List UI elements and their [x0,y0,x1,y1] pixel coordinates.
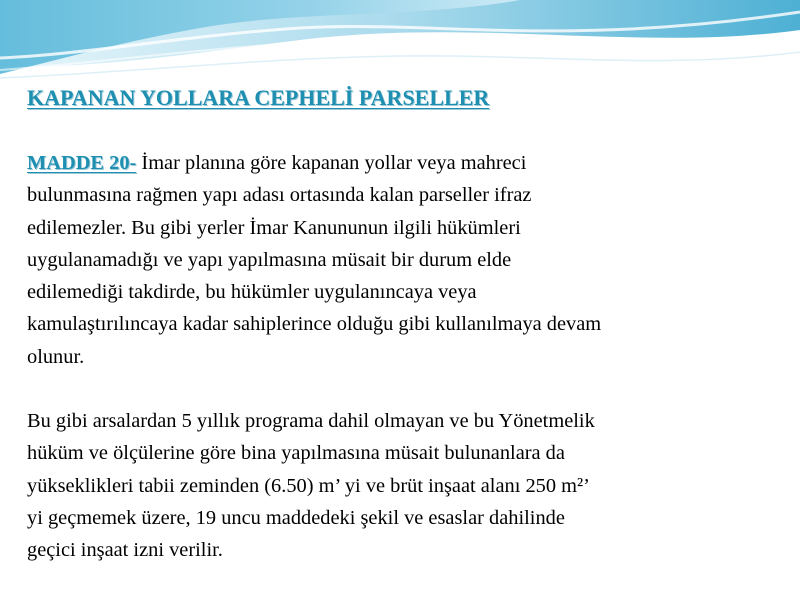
article-label: MADDE 20- [27,152,137,174]
paragraph-line: geçici inşaat izni verilir. [27,539,223,562]
paragraph-line: olunur. [27,345,85,368]
second-paragraph [27,405,799,566]
paragraph-line: yükseklikleri tabii zeminden (6.50) m’ yi ve brüt inşaat alanı 250 m²’ [27,474,590,497]
paragraph-line: bulunmasına rağmen yapı adası ortasında kalan parseller ifraz [27,184,532,207]
paragraph-line: yi geçmemek üzere, 19 uncu maddedeki şekil ve esaslar dahilinde [27,506,565,529]
paragraph-line: İmar planına göre kapanan yollar veya mahreci [136,152,527,174]
paragraph-line: uygulanamadığı ve yapı yapılmasına müsait bir durum elde [27,248,512,271]
slide-title: KAPANAN YOLLARA CEPHELİ PARSELLER [27,85,490,110]
paragraph-line: edilemezler. Bu gibi yerler İmar Kanununun ilgili hükümleri [27,216,521,239]
paragraph-line: hüküm ve ölçülerine göre bina yapılmasına müsait bulunanlara da [27,442,565,465]
slide-content [27,82,799,567]
header-wave-decoration [0,0,800,90]
article-paragraph [27,147,799,373]
paragraph-line: kamulaştırılıncaya kadar sahiplerince olduğu gibi kullanılmaya devam [27,313,602,336]
paragraph-line: Bu gibi arsalardan 5 yıllık programa dahil olmayan ve bu Yönetmelik [27,410,595,433]
paragraph-line: edilemediği takdirde, bu hükümler uygulanıncaya veya [27,281,477,304]
